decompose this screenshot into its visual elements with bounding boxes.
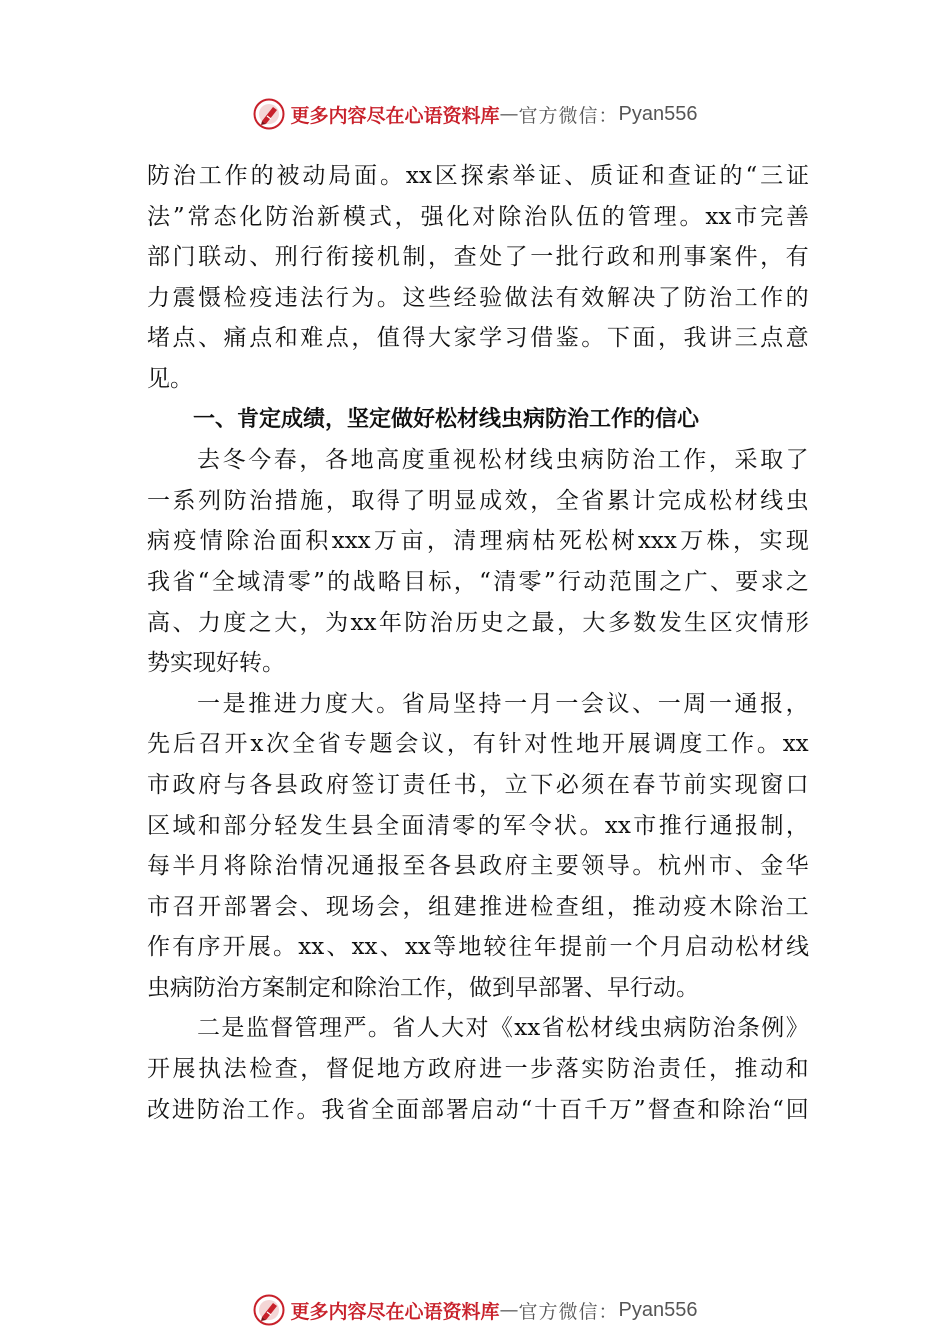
paragraph-2-line: 势实现好转。 <box>147 650 285 677</box>
document-body <box>147 156 809 1130</box>
section-heading: 一、肯定成绩，坚定做好松材线虫病防治工作的信心 <box>193 406 700 432</box>
banner-title: 更多内容尽在心语资料库 <box>290 1300 500 1323</box>
paragraph-3-line: 区 域 和 部 分 轻 发 生 县 全 面 清 零 的 军 令 状 。 xx 市 推 行 通 报 制 ， <box>147 812 809 839</box>
banner-wechat-id: Pyan556 <box>618 1298 698 1321</box>
paragraph-3-line: 每 半 月 将 除 治 情 况 通 报 至 各 县 政 府 主 要 领 导 。 杭 州 市 、 金 华 <box>147 853 809 880</box>
banner-wechat-label: 官方微信： <box>518 104 619 127</box>
paragraph-4-line: 开 展 执 法 检 查 ， 督 促 地 方 政 府 进 一 步 落 实 防 治 责 任 ， 推 动 和 <box>147 1056 809 1083</box>
banner-title: 更多内容尽在心语资料库 <box>290 104 500 127</box>
paragraph-2-line: 我 省 “ 全 域 清 零 ” 的 战 略 目 标 ， “ 清 零 ” 行 动 范 围 之 广 、 要 求 之 <box>147 568 809 595</box>
paragraph-3-line: 作 有 序 开 展 。 xx 、 xx 、 xx 等 地 较 往 年 提 前 一 个 月 启 动 松 材 线 <box>147 934 809 961</box>
paragraph-3-line: 一 是 推 进 力 度 大 。 省 局 坚 持 一 月 一 会 议 、 一 周 一 通 报 ， <box>197 690 809 717</box>
paragraph-1-line: 法 ” 常 态 化 防 治 新 模 式 ， 强 化 对 除 治 队 伍 的 管 理 。 xx 市 完 善 <box>147 203 809 230</box>
paragraph-2-line: 一 系 列 防 治 措 施 ， 取 得 了 明 显 成 效 ， 全 省 累 计 完 成 松 材 线 虫 <box>147 487 809 514</box>
paragraph-3-line: 市 召 开 部 署 会 、 现 场 会 ， 组 建 推 进 检 查 组 ， 推 动 疫 木 除 治 工 <box>147 893 809 920</box>
banner-dash: — <box>499 103 519 125</box>
paragraph-1-line: 部 门 联 动 、 刑 行 衔 接 机 制 ， 查 处 了 一 批 行 政 和 刑 事 案 件 ， 有 <box>147 244 809 271</box>
paragraph-1-line: 力 震 慑 检 疫 违 法 行 为 。 这 些 经 验 做 法 有 效 解 决 了 防 治 工 作 的 <box>147 284 809 311</box>
banner-dash: — <box>499 1299 519 1321</box>
paragraph-1-line: 堵 点 、 痛 点 和 难 点 ， 值 得 大 家 学 习 借 鉴 。 下 面 ， 我 讲 三 点 意 <box>147 325 809 352</box>
paragraph-3-line: 市 政 府 与 各 县 政 府 签 订 责 任 书 ， 立 下 必 须 在 春 节 前 实 现 窗 口 <box>147 771 809 798</box>
header-banner <box>0 94 950 134</box>
paragraph-2-line: 去 冬 今 春 ， 各 地 高 度 重 视 松 材 线 虫 病 防 治 工 作 ， 采 取 了 <box>197 447 809 474</box>
paragraph-3-line: 先 后 召 开 x 次 全 省 专 题 会 议 ， 有 针 对 性 地 开 展 调 度 工 作 。 xx <box>147 731 809 758</box>
paragraph-1-line: 见。 <box>147 365 193 392</box>
footer-banner <box>0 1290 950 1330</box>
paragraph-3-line: 虫病防治方案制定和除治工作，做到早部署、早行动。 <box>147 974 699 1001</box>
paragraph-2-line: 病 疫 情 除 治 面 积 xxx 万 亩 ， 清 理 病 枯 死 松 树 xxx 万 株 ， 实 现 <box>147 528 809 555</box>
paragraph-4-line: 二 是 监 督 管 理 严 。 省 人 大 对 《 xx 省 松 材 线 虫 病 防 治 条 例 》 <box>197 1015 809 1042</box>
pen-nib-logo-icon <box>253 98 285 130</box>
paragraph-1-line: 防 治 工 作 的 被 动 局 面 。 xx 区 探 索 举 证 、 质 证 和 查 证 的 “ 三 证 <box>147 163 809 189</box>
banner-wechat-label: 官方微信： <box>518 1300 619 1323</box>
paragraph-2-line: 高 、 力 度 之 大 ， 为 xx 年 防 治 历 史 之 最 ， 大 多 数 发 生 区 灾 情 形 <box>147 609 809 636</box>
banner-wechat-id: Pyan556 <box>618 102 698 125</box>
paragraph-4-line: 改 进 防 治 工 作 。 我 省 全 面 部 署 启 动 “ 十 百 千 万 ” 督 查 和 除 治 “ 回 <box>147 1096 809 1123</box>
pen-nib-logo-icon <box>253 1294 285 1326</box>
